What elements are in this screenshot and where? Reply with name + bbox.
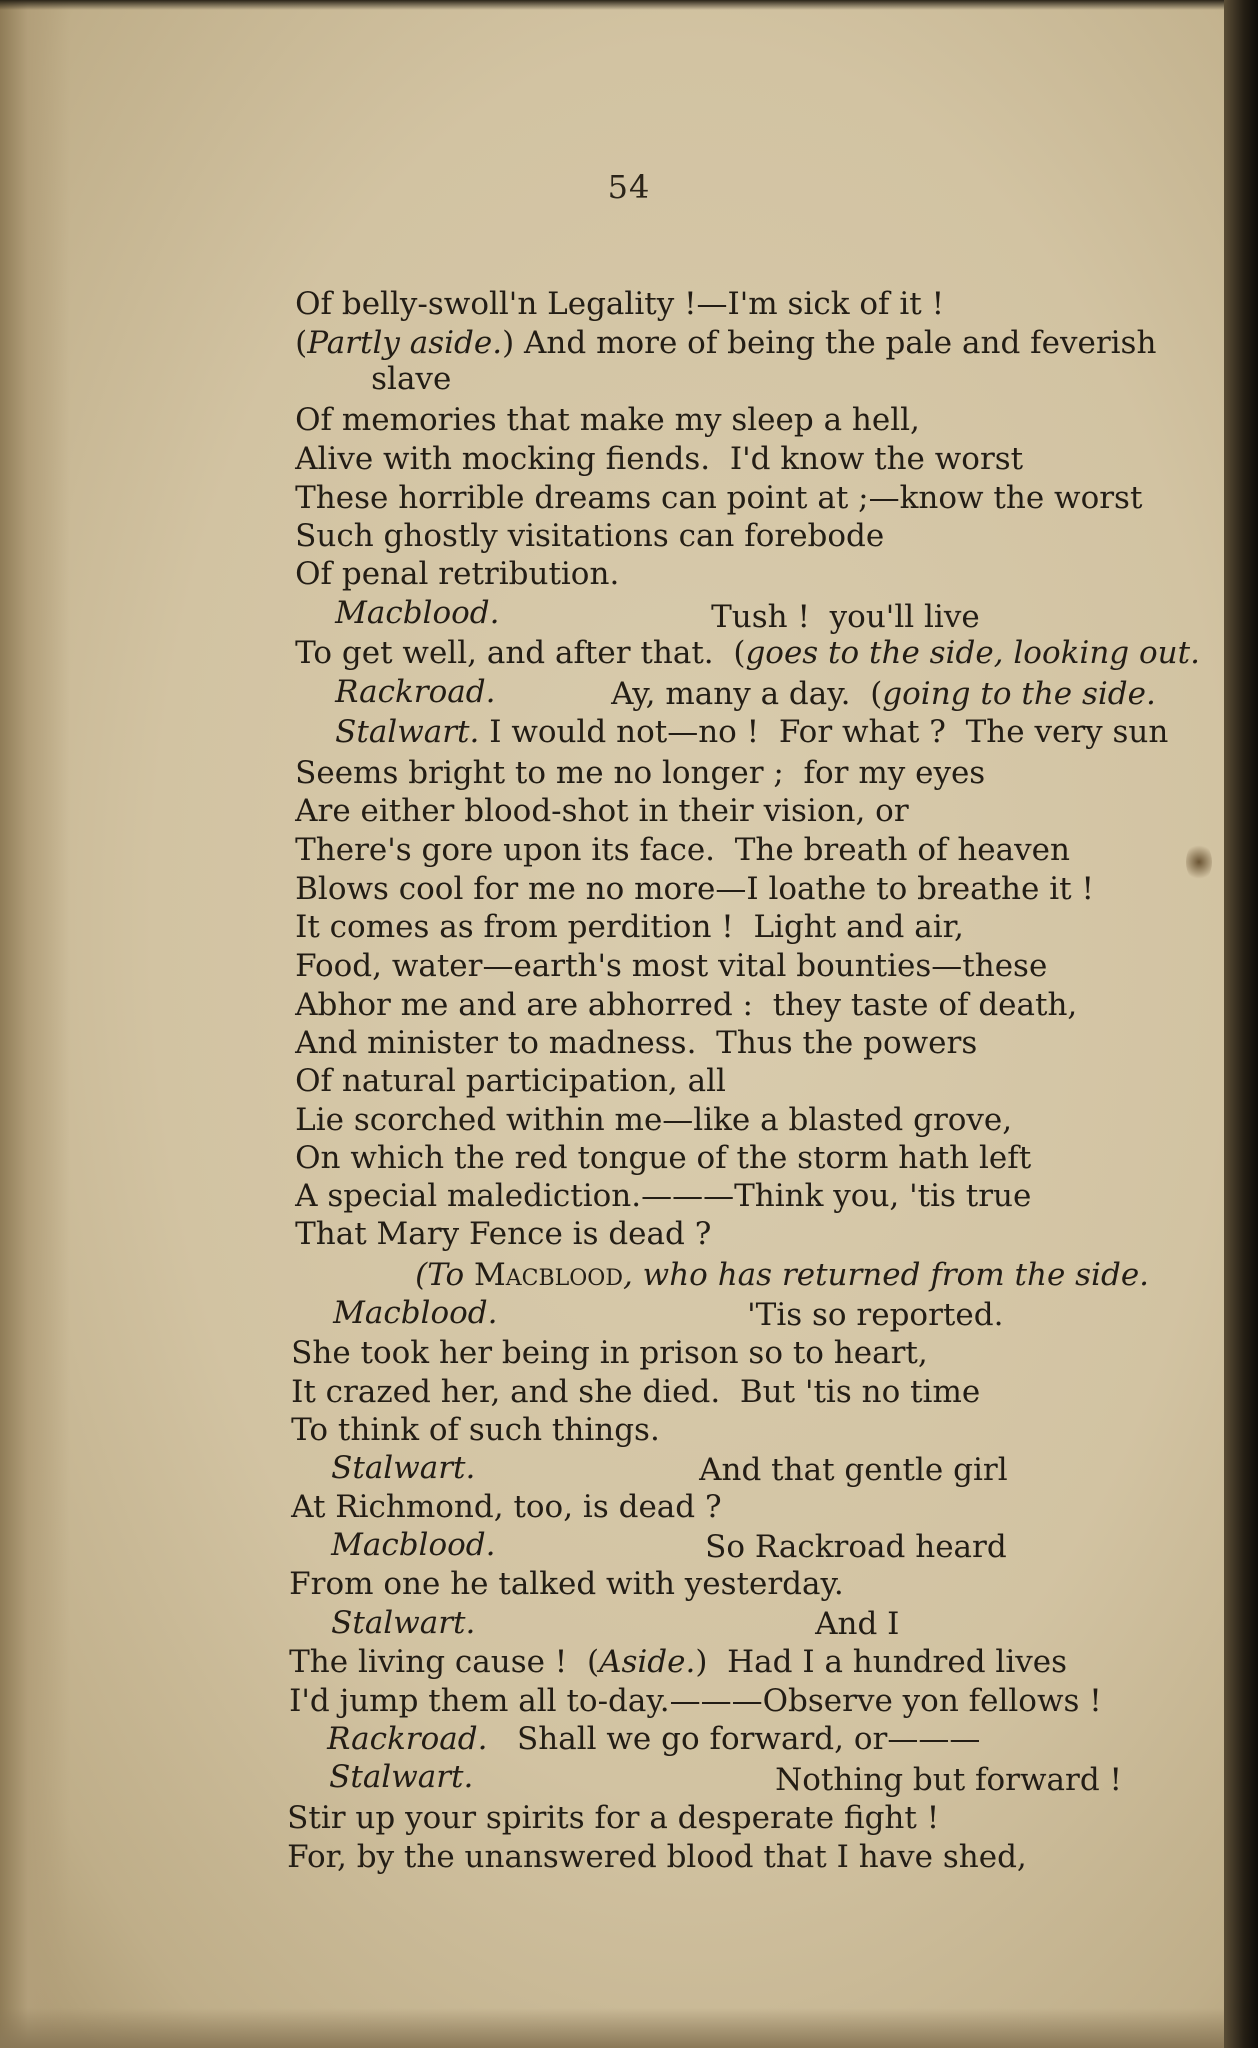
- speaker-label: Stalwart.: [331, 1450, 476, 1486]
- verse-line: [236, 441, 1143, 516]
- line-text: The living cause ! (: [289, 1644, 600, 1680]
- stage-direction: , who has returned from the side.: [622, 1257, 1150, 1293]
- verse-line: [236, 832, 1094, 907]
- line-text: Of natural participation, all: [295, 1063, 726, 1099]
- verse-line: [236, 247, 945, 322]
- line-text: To think of such things.: [291, 1412, 660, 1448]
- verse-line: [236, 363, 920, 438]
- verse-line: [230, 1644, 1102, 1719]
- line-text: Of belly-swoll'n Legality !—I'm sick of it !: [295, 286, 945, 322]
- verse-line: [236, 1063, 1013, 1138]
- verse-line: [236, 793, 1070, 868]
- line-text: Lie scorched within me—like a blasted grove,: [295, 1102, 1013, 1138]
- verse-line: [236, 1139, 1032, 1214]
- verse-line: [228, 1761, 940, 1836]
- speaker-label: Macblood.: [335, 595, 500, 631]
- verse-line: [236, 716, 986, 791]
- stage-direction: going to the side.: [882, 676, 1156, 712]
- speaker-label: Macblood.: [331, 1527, 496, 1563]
- verse-line: [236, 479, 885, 554]
- line-text: Nothing but forward !: [775, 1762, 1122, 1798]
- verse-line: [236, 402, 1024, 477]
- speaker-name: [272, 1566, 476, 1641]
- verse-line: [236, 1177, 712, 1252]
- line-text: A special malediction.———Think you, 'tis true: [295, 1178, 1032, 1214]
- verse-line: [646, 1490, 1007, 1565]
- line-text: Are either blood-shot in their vision, or: [295, 793, 909, 829]
- line-text: And I: [815, 1606, 900, 1642]
- verse-line: [236, 909, 1048, 984]
- line-text: From one he talked with yesterday.: [289, 1566, 844, 1602]
- line-text: Blows cool for me no more—I loathe to breathe it !: [295, 871, 1094, 907]
- line-text: Food, water—earth's most vital bounties—these: [295, 948, 1048, 984]
- verse-line: [756, 1567, 900, 1642]
- verse-line: [230, 1527, 844, 1602]
- verse-line: [232, 1296, 928, 1371]
- speaker-label: Stalwart.: [331, 1605, 476, 1641]
- verse-line: [236, 948, 1078, 1023]
- verse-line: [236, 754, 909, 829]
- line-text: And minister to madness. Thus the powers: [295, 1025, 978, 1061]
- line-text: I'd jump them all to-day.———Observe yon fellows !: [289, 1683, 1102, 1719]
- verse-line: [652, 560, 980, 635]
- line-text: ) And more of being the pale and feverish: [502, 325, 1157, 361]
- verse-line: [236, 517, 620, 592]
- stage-direction: Partly aside.: [307, 325, 503, 361]
- line-text: Seems bright to me no longer ; for my eyes: [295, 755, 986, 791]
- line-text: To get well, and after that. (: [295, 635, 746, 671]
- stage-direction: goes to the side, looking out.: [745, 635, 1200, 671]
- line-text: At Richmond, too, is dead ?: [291, 1489, 722, 1525]
- verse-line: [236, 1024, 726, 1099]
- line-text: For, by the unanswered blood that I have shed,: [287, 1839, 1027, 1875]
- line-text: Tush ! you'll live: [711, 599, 980, 635]
- speaker-name: [276, 556, 500, 631]
- line-text: There's gore upon its face. The breath of heaven: [295, 832, 1070, 868]
- line-text: It comes as from perdition ! Light and air,: [295, 909, 964, 945]
- line-text: She took her being in prison so to heart,: [291, 1335, 928, 1371]
- verse-line: [268, 1682, 981, 1757]
- line-text: Alive with mocking fiends. I'd know the worst: [295, 441, 1024, 477]
- line-text: Of penal retribution.: [295, 556, 620, 592]
- line-text: On which the red tongue of the storm hath left: [295, 1140, 1032, 1176]
- line-text: Such ghostly visitations can forebode: [295, 518, 885, 554]
- speaker-label: Rackroad.: [327, 1721, 488, 1757]
- line-text: slave: [371, 361, 452, 397]
- line-text: It crazed her, and she died. But 'tis no time: [291, 1374, 981, 1410]
- line-text: (: [295, 325, 308, 361]
- line-text: These horrible dreams can point at ;—know the worst: [295, 480, 1143, 516]
- verse-line: [552, 637, 1156, 712]
- verse-line: [688, 1258, 1004, 1333]
- speaker-name: [274, 1256, 498, 1331]
- speaker-label: Stalwart.: [335, 714, 480, 750]
- line-text: I would not—no ! For what ? The very sun: [479, 714, 1169, 750]
- speaker-name: [276, 635, 496, 710]
- verse-line: [230, 1605, 1067, 1680]
- verse-line: [236, 986, 978, 1061]
- line-text: Abhor me and are abhorred : they taste of death,: [295, 987, 1078, 1023]
- verse-line: [640, 1413, 1008, 1488]
- verse-line: [236, 596, 1200, 671]
- line-text: And that gentle girl: [699, 1452, 1008, 1488]
- line-text: That Mary Fence is dead ?: [295, 1216, 712, 1252]
- line-text: Ay, many a day. (: [611, 676, 883, 712]
- speaker-name: [270, 1720, 474, 1795]
- character-name: Macblood: [474, 1257, 623, 1293]
- line-text: Of memories that make my sleep a hell,: [295, 402, 920, 438]
- verse-line: [232, 1335, 981, 1410]
- speaker-label: Rackroad.: [335, 674, 496, 710]
- stage-direction: (To: [415, 1257, 475, 1293]
- line-text: 'Tis so reported.: [747, 1297, 1004, 1333]
- verse-line: [716, 1723, 1122, 1798]
- line-text: Shall we go forward, or———: [517, 1721, 981, 1757]
- verse-line: [232, 1373, 660, 1448]
- page-number: 54: [607, 168, 651, 206]
- stage-direction: Aside.: [599, 1644, 696, 1680]
- speaker-name: [272, 1488, 496, 1563]
- verse-line: [228, 1800, 1027, 1875]
- verse-line: [276, 675, 1169, 750]
- verse-line: [236, 1101, 1032, 1176]
- stage-direction-line: [356, 1218, 1150, 1293]
- line-text: Stir up your spirits for a desperate fight !: [287, 1800, 940, 1836]
- line-text: So Rackroad heard: [705, 1529, 1007, 1565]
- verse-line: [312, 322, 452, 397]
- verse-line: [232, 1450, 722, 1525]
- line-text: ) Had I a hundred lives: [695, 1644, 1067, 1680]
- speaker-label: Stalwart.: [329, 1759, 474, 1795]
- verse-line: [236, 870, 964, 945]
- verse-line: [236, 286, 1157, 361]
- speaker-label: Macblood.: [333, 1295, 498, 1331]
